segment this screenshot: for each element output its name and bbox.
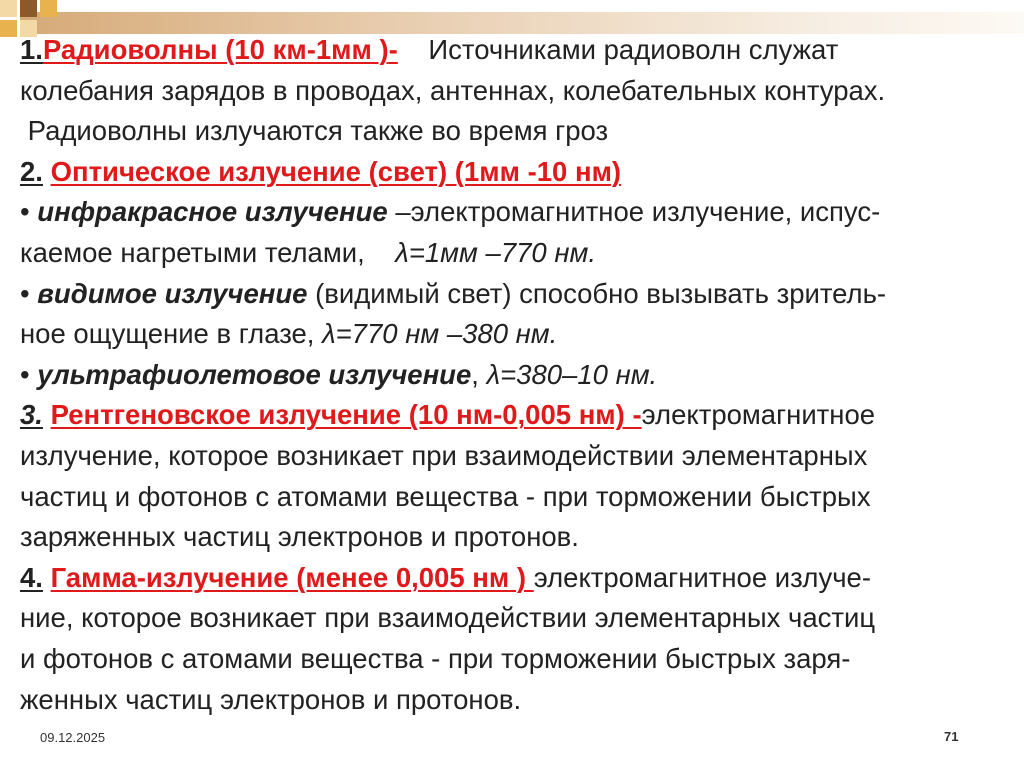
deco-square-2 [20,0,37,17]
term-infrared: инфракрасное излучение [37,196,396,228]
bullet-visible-text-1: (видимый свет) способно вызывать зритель- [315,277,887,309]
section-4-line-1 [20,558,1010,599]
bullet-uv-comma: , [471,358,487,390]
lambda-ultraviolet: λ=380–10 нм. [486,358,658,390]
section-1-line-3: Радиоволны излучаются также во время гроз [20,115,609,147]
bullet-visible-text-2: ное ощущение в глазе, [20,318,323,350]
section-3-text-1: электромагнитное [641,399,876,431]
bullet-visible-line-1 [20,274,1010,315]
section-4-number: 4. [20,561,43,593]
section-3-line-4: заряженных частиц электронов и протонов. [20,521,579,553]
section-1-line-2: колебания зарядов в проводах, антеннах, колебательных контурах. [20,74,886,106]
section-3-line-3: частиц и фотонов с атомами вещества - при торможении быстрых [20,480,871,512]
section-2-heading [20,152,1010,193]
deco-square-1 [0,0,17,17]
section-4-text-1: электромагнитное излуче- [533,561,872,593]
section-1-text-1: Источниками радиоволн служат [428,34,839,65]
section-3-number: 3. [20,399,43,431]
bullet-dot: • [20,358,38,390]
bullet-visible-line-2 [20,314,1010,355]
bullet-dot: • [20,277,38,309]
deco-square-4 [0,20,17,37]
lambda-infrared: λ=1мм –770 нм. [395,236,596,268]
section-1-gap [398,34,429,65]
footer-date: 09.12.2025 [40,730,106,745]
section-3-space [43,399,51,430]
section-2-title: Оптическое излучение (свет) (1мм -10 нм) [50,155,622,187]
deco-square-3 [40,0,57,17]
section-3-line-1 [20,395,1010,436]
slide-body [20,30,1010,720]
section-4-line-3: и фотонов с атомами вещества - при торможении быстрых заря- [20,642,851,674]
section-4-space [43,562,51,593]
term-ultraviolet: ультрафиолетовое излучение [37,358,472,390]
section-1-line-1 [20,30,1010,71]
bullet-uv-line [20,355,1010,396]
section-2-space [43,156,51,187]
section-3-title: Рентгеновское излучение (10 нм-0,005 нм) - [50,399,642,431]
bullet-infrared-text-1: –электромагнитное излучение, испус- [395,196,881,228]
section-1-title: Радиоволны (10 км-1мм ) [42,34,389,65]
section-1-number: 1. [20,34,43,65]
section-4-line-2: ние, которое возникает при взаимодействии элементарных частиц [20,602,876,634]
bullet-infrared-line-2 [20,233,1010,274]
section-4-line-4: женных частиц электронов и протонов. [20,683,522,715]
section-1-dash: - [388,34,398,65]
lambda-visible: λ=770 нм –380 нм. [322,318,558,350]
term-visible: видимое излучение [37,277,316,309]
bullet-dot: • [20,196,38,228]
bullet-infrared-line-1 [20,192,1010,233]
bullet-infrared-gap [365,237,396,268]
page-number: 71 [944,729,959,744]
bullet-infrared-text-2: каемое нагретыми телами, [20,236,365,268]
section-3-line-2: излучение, которое возникает при взаимодействии элементарных [20,439,868,471]
section-2-number: 2. [20,155,43,187]
section-4-title: Гамма-излучение (менее 0,005 нм ) [50,561,534,593]
